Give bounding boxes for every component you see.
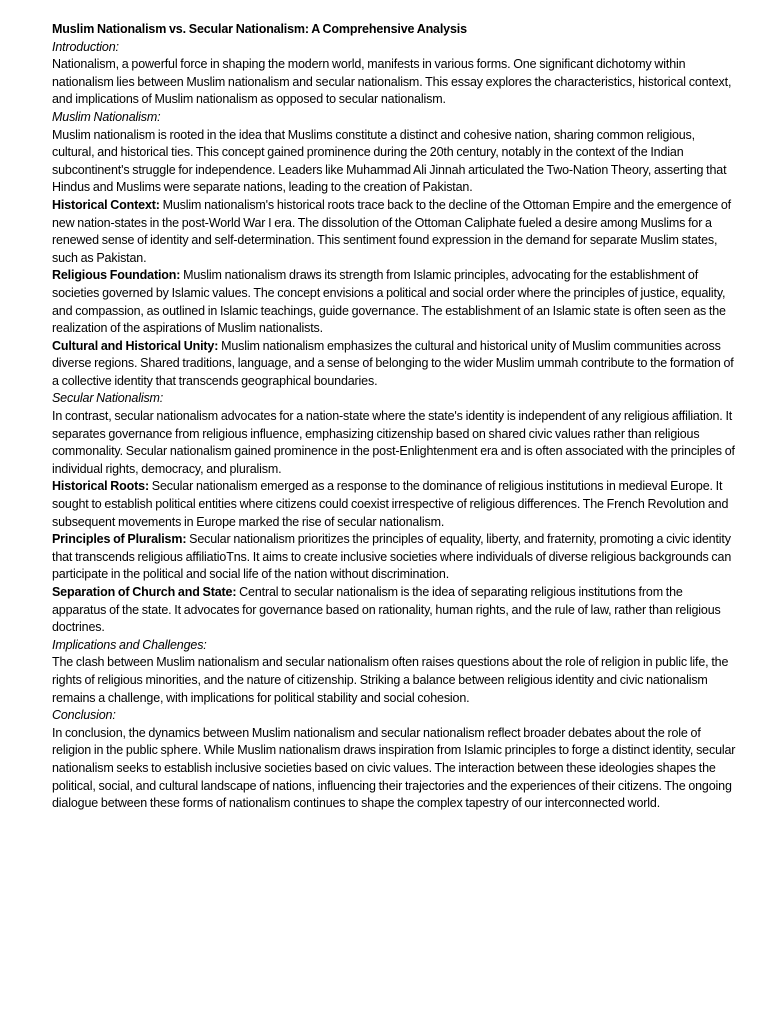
historical-roots-text: Secular nationalism emerged as a response to the dominance of religious institutions in medieval Europe. It sought to establish political entities where citizens could coexist irrespective of religious differences. The French Revolution and subsequent movements in Europe marked the rise of secular nationalism. — [52, 479, 729, 529]
historical-context-text: Muslim nationalism's historical roots trace back to the decline of the Ottoman Empire and the emergence of new nation-states in the post-World War I era. The dissolution of the Ottoman Caliphate fueled a desire among Muslims for a renewed sense of identity and self-determination. This sentiment found expression in the demand for separate Muslim states, such as Pakistan. — [52, 197, 731, 265]
historical-roots-paragraph — [52, 478, 738, 531]
religious-foundation-paragraph — [52, 267, 738, 337]
introduction-paragraph: Nationalism, a powerful force in shaping the modern world, manifests in various forms. One significant dichotomy within nationalism lies between Muslim nationalism and secular nationalism. This essay explores the characteristics, historical context, and implications of Muslim nationalism as opposed to secular nationalism. — [52, 57, 732, 107]
secular-nationalism-paragraph: In contrast, secular nationalism advocates for a nation-state where the state's identity is independent of any religious affiliation. It separates governance from religious influence, emphasizing citizenship based on shared civic values rather than religious commonality. Secular nationalism gained prominence in the post-Enlightenment era and is often associated with the principles of individual rights, democracy, and pluralism. — [52, 409, 735, 476]
document-page — [52, 21, 738, 813]
historical-roots-lead: Historical Roots: — [52, 479, 149, 494]
document-title: Muslim Nationalism vs. Secular Nationalism: A Comprehensive Analysis — [52, 22, 467, 36]
church-state-text: Central to secular nationalism is the idea of separating religious institutions from the apparatus of the state. It advocates for governance based on rationality, human rights, and the rule of law, rather than religious doctrines. — [52, 585, 721, 635]
pluralism-lead: Principles of Pluralism: — [52, 532, 187, 547]
pluralism-text: Secular nationalism prioritizes the principles of equality, liberty, and fraternity, promoting a civic identity that transcends religious affiliatioTns. It aims to create inclusive societies where individuals of diverse religious backgrounds can participate in the political and social life of the nation without discrimination. — [52, 532, 732, 582]
section-heading-introduction: Introduction: — [52, 39, 119, 54]
church-state-lead: Separation of Church and State: — [52, 585, 237, 599]
cultural-unity-text: Muslim nationalism emphasizes the cultural and historical unity of Muslim communities across diverse regions. Shared traditions, language, and a sense of belonging to the wider Muslim ummah contribute to the formation of a collective identity that transcends geographical boundaries. — [52, 338, 734, 388]
section-heading-implications: Implications and Challenges: — [52, 637, 207, 652]
cultural-unity-lead: Cultural and Historical Unity: — [52, 338, 219, 353]
conclusion-paragraph: In conclusion, the dynamics between Muslim nationalism and secular nationalism reflect broader debates about the role of religion in the public sphere. While Muslim nationalism draws inspiration from Islamic principles to forge a distinct identity, secular nationalism seeks to establish inclusive societies based on civic values. The interaction between these ideologies shapes the political, social, and cultural landscape of nations, influencing their trajectories and the experiences of their citizens. The ongoing dialogue between these forms of nationalism continues to shape the complex tapestry of our interconnected world. — [52, 725, 736, 811]
muslim-nationalism-paragraph: Muslim nationalism is rooted in the idea that Muslims constitute a distinct and cohesive nation, sharing common religious, cultural, and historical ties. This concept gained prominence during the 20th century, notably in the context of the Indian subcontinent's struggle for independence. Leaders like Muhammad Ali Jinnah articulated the Two-Nation Theory, asserting that Hindus and Muslims were separate nations, leading to the creation of Pakistan. — [52, 127, 727, 195]
religious-foundation-lead: Religious Foundation: — [52, 268, 181, 283]
pluralism-paragraph — [52, 531, 738, 584]
church-state-paragraph — [52, 584, 738, 637]
historical-context-paragraph — [52, 197, 738, 267]
section-heading-muslim-nationalism: Muslim Nationalism: — [52, 109, 161, 124]
religious-foundation-text: Muslim nationalism draws its strength from Islamic principles, advocating for the establishment of societies governed by Islamic values. The concept envisions a political and social order where the principles of justice, equality, and compassion, as outlined in Islamic teachings, guide governance. The establishment of an Islamic state is often seen as the realization of the aspirations of Muslim nationalists. — [52, 268, 726, 336]
section-heading-conclusion: Conclusion: — [52, 708, 116, 723]
cultural-unity-paragraph — [52, 338, 738, 391]
implications-paragraph: The clash between Muslim nationalism and secular nationalism often raises questions about the role of religion in public life, the rights of religious minorities, and the nature of citizenship. Striking a balance between religious identity and civic nationalism remains a challenge, with implications for political stability and social cohesion. — [52, 655, 729, 705]
historical-context-lead: Historical Context: — [52, 197, 160, 212]
section-heading-secular-nationalism: Secular Nationalism: — [52, 391, 164, 406]
